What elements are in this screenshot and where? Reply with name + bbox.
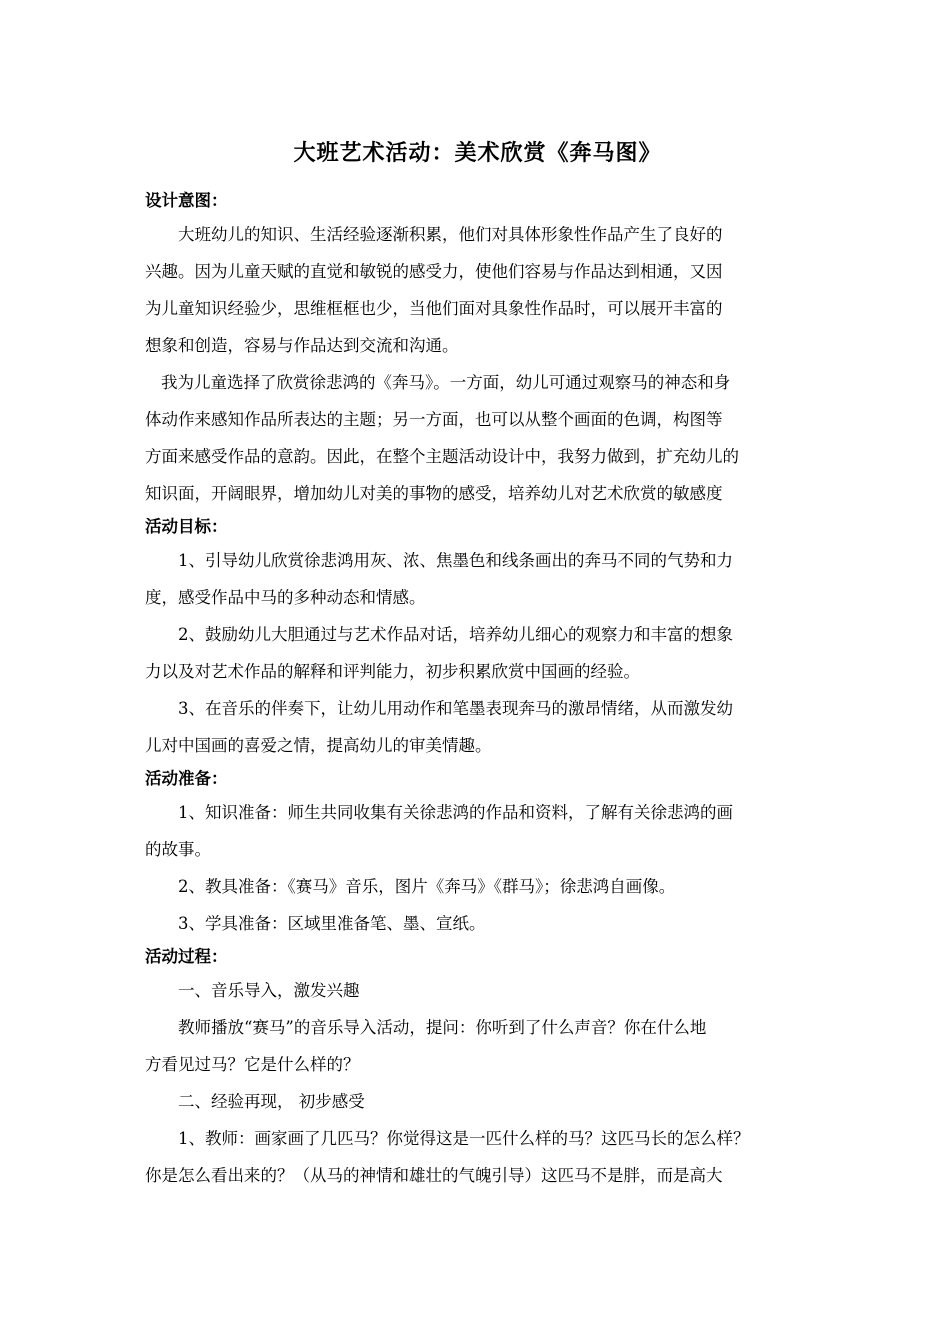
heading-goals: 活动目标： xyxy=(145,517,228,536)
text-line: 1、引导幼儿欣赏徐悲鸿用灰、浓、焦墨色和线条画出的奔马不同的气势和力 xyxy=(178,551,733,570)
text-line: 方面来感受作品的意韵。因此，在整个主题活动设计中，我努力做到，扩充幼儿的 xyxy=(145,447,739,466)
paragraph-preparation-3: 3、学具准备：区域里准备笔、墨、宣纸。 xyxy=(178,914,486,933)
text-line: 教师播放“赛马”的音乐导入活动，提问：你听到了什么声音？你在什么地 xyxy=(178,1018,707,1037)
text-line: 1、教师：画家画了几匹马？你觉得这是一匹什么样的马？这匹马长的怎么样？ xyxy=(178,1129,750,1148)
paragraph-process-step-2 xyxy=(145,1120,810,1194)
process-step-2-title: 二、经验再现， 初步感受 xyxy=(178,1092,365,1111)
heading-process: 活动过程： xyxy=(145,947,228,966)
text-line: 力以及对艺术作品的解释和评判能力，初步积累欣赏中国画的经验。 xyxy=(145,662,640,681)
paragraph-goal-1 xyxy=(145,542,810,616)
text-line: 1、知识准备：师生共同收集有关徐悲鸿的作品和资料，了解有关徐悲鸿的画 xyxy=(178,803,733,822)
paragraph-design-intent-2 xyxy=(145,364,810,512)
paragraph-goal-3 xyxy=(145,690,810,764)
heading-design-intent: 设计意图： xyxy=(145,191,228,210)
text-line: 儿对中国画的喜爱之情，提高幼儿的审美情趣。 xyxy=(145,736,492,755)
text-line: 知识面，开阔眼界，增加幼儿对美的事物的感受，培养幼儿对艺术欣赏的敏感度 xyxy=(145,484,723,503)
document-body xyxy=(145,186,810,1194)
heading-preparation: 活动准备： xyxy=(145,769,228,788)
text-line: 大班幼儿的知识、生活经验逐渐积累，他们对具体形象性作品产生了良好的 xyxy=(178,225,723,244)
text-line: 的故事。 xyxy=(145,840,211,859)
paragraph-design-intent-1 xyxy=(145,216,810,364)
document-title: 大班艺术活动：美术欣赏《奔马图》 xyxy=(293,140,662,166)
paragraph-goal-2 xyxy=(145,616,810,690)
text-line: 想象和创造，容易与作品达到交流和沟通。 xyxy=(145,336,459,355)
text-line: 我为儿童选择了欣赏徐悲鸿的《奔马》。一方面，幼儿可通过观察马的神态和身 xyxy=(161,373,731,392)
process-step-1-title: 一、音乐导入，激发兴趣 xyxy=(178,981,360,1000)
text-line: 体动作来感知作品所表达的主题；另一方面，也可以从整个画面的色调，构图等 xyxy=(145,410,723,429)
paragraph-preparation-2: 2、教具准备：《赛马》音乐，图片《奔马》《群马》；徐悲鸿自画像。 xyxy=(178,877,676,896)
text-line: 3、在音乐的伴奏下，让幼儿用动作和笔墨表现奔马的激昂情绪，从而激发幼 xyxy=(178,699,733,718)
text-line: 度，感受作品中马的多种动态和情感。 xyxy=(145,588,426,607)
text-line: 兴趣。因为儿童天赋的直觉和敏锐的感受力，使他们容易与作品达到相通，又因 xyxy=(145,262,723,281)
text-line: 为儿童知识经验少，思维框框也少，当他们面对具象性作品时，可以展开丰富的 xyxy=(145,299,723,318)
text-line: 你是怎么看出来的？（从马的神情和雄壮的气魄引导）这匹马不是胖，而是高大 xyxy=(145,1166,723,1185)
paragraph-process-step-1 xyxy=(145,1009,810,1083)
text-line: 2、鼓励幼儿大胆通过与艺术作品对话，培养幼儿细心的观察力和丰富的想象 xyxy=(178,625,733,644)
paragraph-preparation-1 xyxy=(145,794,810,868)
text-line: 方看见过马？它是什么样的？ xyxy=(145,1055,360,1074)
